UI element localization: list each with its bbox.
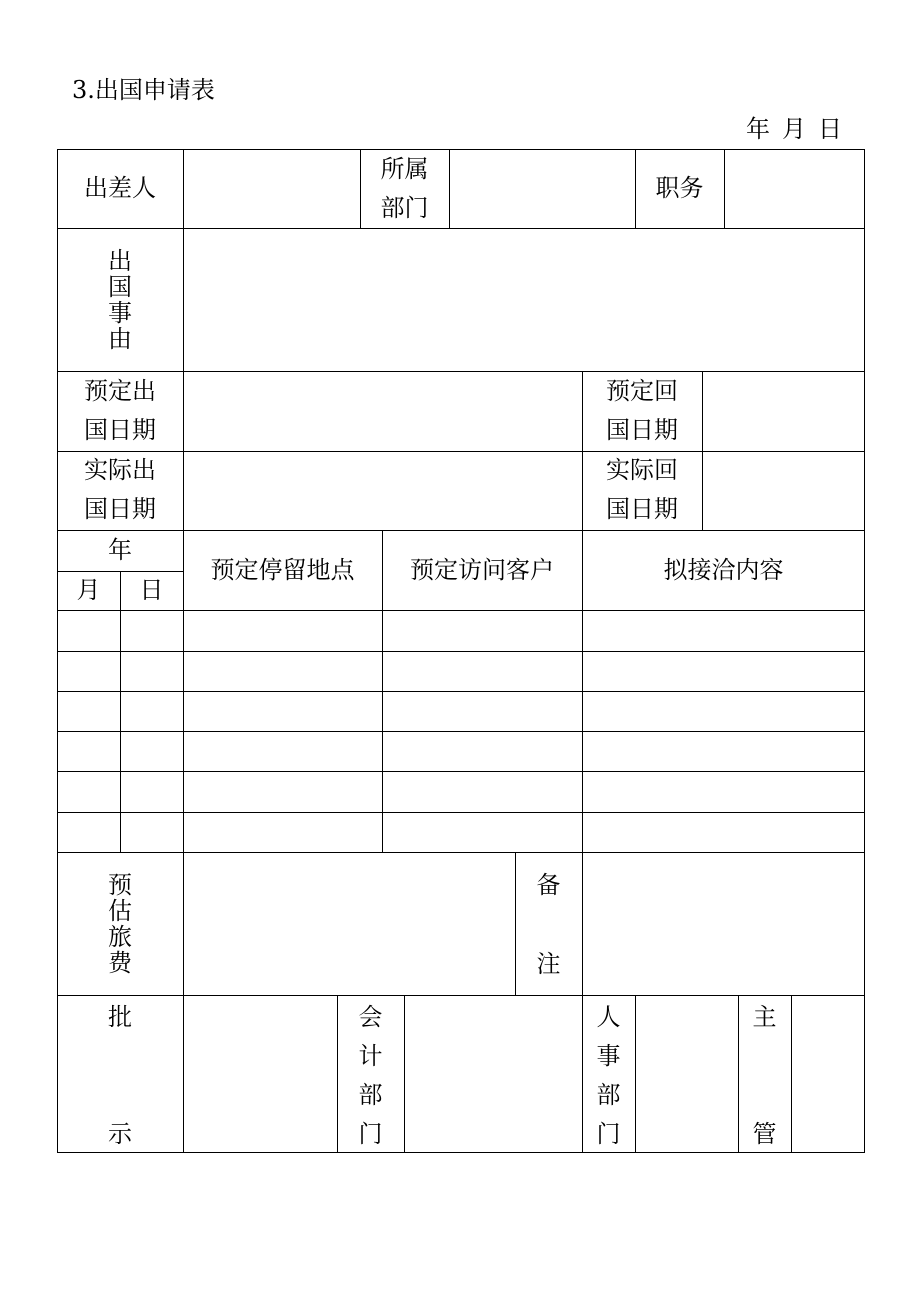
actual-departure-label-line2: 国日期 [84,495,156,523]
col-divider [724,149,725,228]
remark-label-top: 备 [536,871,561,899]
actual-return-field[interactable] [704,453,863,529]
actual-departure-label-line1: 实际出 [84,456,156,484]
estimated-expense-field[interactable] [185,854,514,994]
planned-return-label-line2: 国日期 [606,416,678,444]
actual-return-label-line2: 国日期 [606,495,678,523]
col-divider [702,371,703,530]
supervisor-label-top: 主 [752,1003,777,1031]
col-divider [404,995,405,1153]
row-divider [57,228,865,229]
table-row[interactable] [57,772,865,812]
stay-location-header: 预定停留地点 [210,556,355,584]
traveler-name-field[interactable] [185,151,359,227]
planned-departure-label-line2: 国日期 [84,416,156,444]
date-day-label: 日 [818,115,842,143]
col-divider [183,149,184,1153]
schedule-day-header: 日 [139,576,164,604]
remark-label-bottom: 注 [536,950,561,978]
planned-return-field[interactable] [704,373,863,450]
approval-field[interactable] [185,997,336,1152]
reason-field[interactable] [185,230,863,370]
supervisor-label-bottom: 管 [752,1120,777,1148]
accounting-dept-field[interactable] [406,997,581,1152]
actual-return-label-line1: 实际回 [606,456,678,484]
approval-label-bottom: 示 [108,1120,132,1148]
table-row[interactable] [57,611,865,651]
remark-field[interactable] [584,854,863,994]
col-divider [635,995,636,1153]
planned-departure-label-line1: 预定出 [84,377,156,405]
table-row[interactable] [57,813,865,852]
reason-label: 出 国 事 由 [108,247,132,353]
table-row[interactable] [57,732,865,771]
accounting-dept-label: 会 计 部 门 [358,1003,383,1148]
supervisor-field[interactable] [793,997,863,1152]
form-title: 3.出国申请表 [72,76,215,104]
department-label-line1: 所属 [380,155,429,183]
hr-dept-field[interactable] [637,997,737,1152]
hr-dept-label: 人 事 部 门 [596,1003,621,1148]
planned-departure-field[interactable] [185,373,581,450]
planned-return-label-line1: 预定回 [606,377,678,405]
table-row[interactable] [57,652,865,691]
actual-departure-field[interactable] [185,453,581,529]
estimated-expense-label: 预 估 旅 费 [108,871,132,977]
approval-label-top: 批 [108,1003,132,1031]
department-field[interactable] [451,151,634,227]
schedule-month-header: 月 [76,576,101,604]
traveler-label: 出差人 [84,174,156,202]
position-field[interactable] [726,151,863,227]
date-month-label: 月 [782,115,806,143]
contact-content-header: 拟接洽内容 [663,556,784,584]
col-divider [449,149,450,228]
department-label-line2: 部门 [380,194,429,222]
col-divider [791,995,792,1153]
schedule-year-header: 年 [108,536,132,564]
date-year-label: 年 [746,115,770,143]
row-divider [57,995,865,996]
position-label: 职务 [655,174,704,202]
table-row[interactable] [57,692,865,731]
visit-clients-header: 预定访问客户 [410,556,554,584]
row-divider [57,852,865,853]
